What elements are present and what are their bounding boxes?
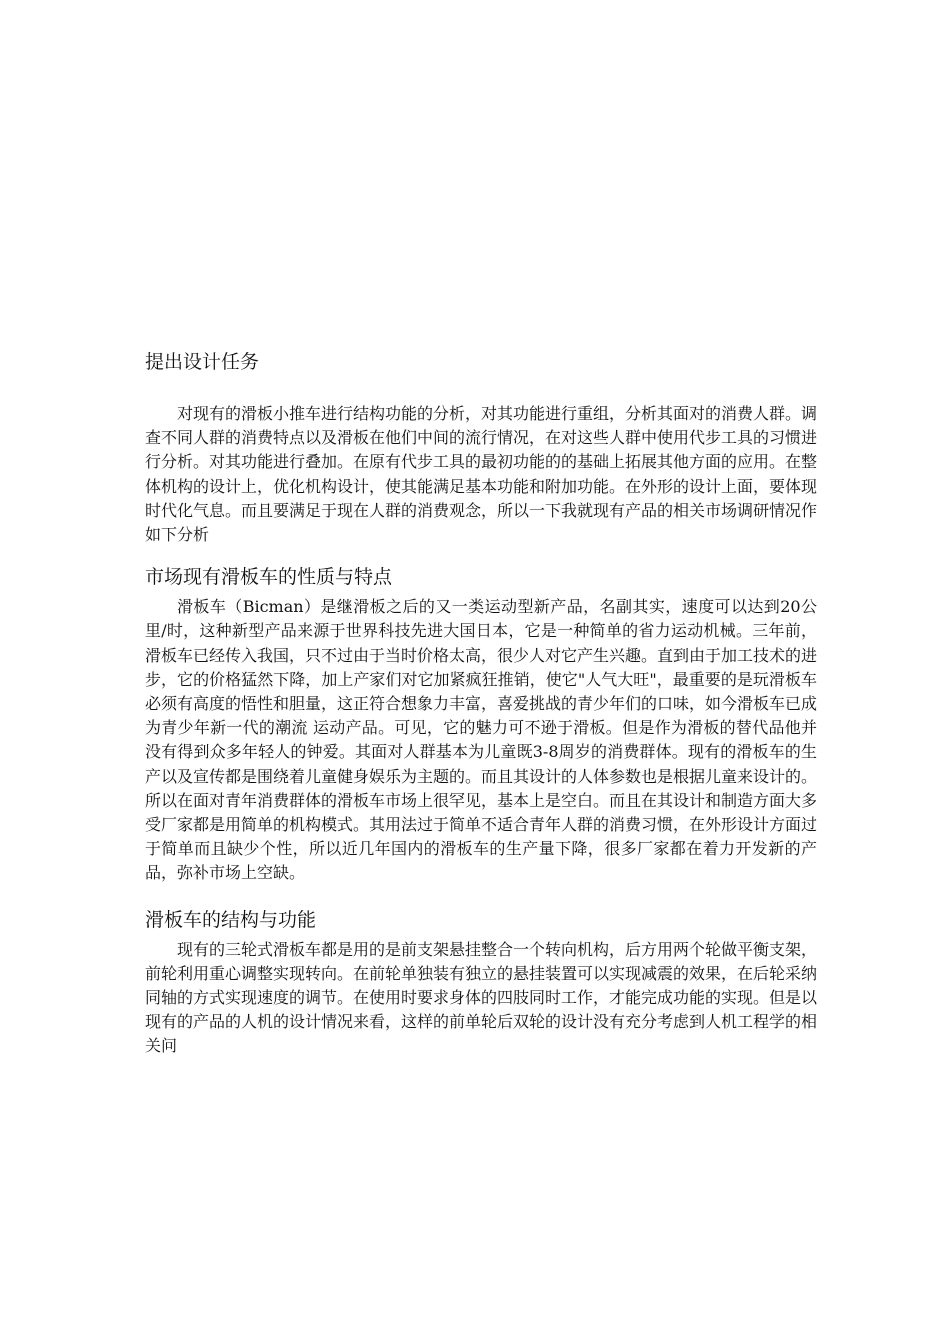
section-heading-market-properties: 市场现有滑板车的性质与特点 [145, 566, 393, 589]
section-heading-design-task: 提出设计任务 [145, 351, 260, 373]
section-paragraph-structure-function: 现有的三轮式滑板车都是用的是前支架悬挂整合一个转向机构，后方用两个轮做平衡支架，前轮利用重心调整实现转向。在前轮单独装有独立的悬挂装置可以实现减震的效果，在后轮采纳同轴的方式实现速度的调节。在使用时要求身体的四肢同时工作，才能完成功能的实现。但是以现有的产品的人机的设计情况来看，这样的前单轮后双轮的设计没有充分考虑到人机工程学的相关问 [145, 939, 818, 1056]
section-paragraph-market-properties: 滑板车（Bicman）是继滑板之后的又一类运动型新产品，名副其实，速度可以达到20公里/时，这种新型产品来源于世界科技先进大国日本，它是一种简单的省力运动机械。三年前，滑板车已经传入我国，只不过由于当时价格太高，很少人对它产生兴趣。直到由于加工技术的进步，它的价格猛然下降，加上产家们对它加紧疯狂推销，使它"人气大旺"，最重要的是玩滑板车必须有高度的悟性和胆量，这正符合想象力丰富，喜爱挑战的青少年们的口味，如今滑板车已成为青少年新一代的潮流 运动产品。可见，它的魅力可不逊于滑板。但是作为滑板的替代品他并没有得到众多年轻人的钟爱。其面对人群基本为儿童既3-8周岁的消费群体。现有的滑板车的生产以及宣传都是围绕着儿童健身娱乐为主题的。而且其设计的人体参数也是根据儿童来设计的。所以在面对青年消费群体的滑板车市场上很罕见，基本上是空白。而且在其设计和制造方面大多受厂家都是用简单的机构模式。其用法过于简单不适合青年人群的消费习惯，在外形设计方面过于简单而且缺少个性，所以近几年国内的滑板车的生产量下降，很多厂家都在着力开发新的产品，弥补市场上空缺。 [145, 597, 818, 883]
document-page [145, 348, 817, 1059]
section-heading-structure-function: 滑板车的结构与功能 [145, 908, 317, 931]
section-paragraph-design-task: 对现有的滑板小推车进行结构功能的分析，对其功能进行重组，分析其面对的消费人群。调查不同人群的消费特点以及滑板在他们中间的流行情况，在对这些人群中使用代步工具的习惯进行分析。对其功能进行叠加。在原有代步工具的最初功能的的基础上拓展其他方面的应用。在整体机构的设计上，优化机构设计，使其能满足基本功能和附加功能。在外形的设计上面，要体现时代化气息。而且要满足于现在人群的消费观念，所以一下我就现有产品的相关市场调研情况作如下分析 [145, 404, 818, 545]
